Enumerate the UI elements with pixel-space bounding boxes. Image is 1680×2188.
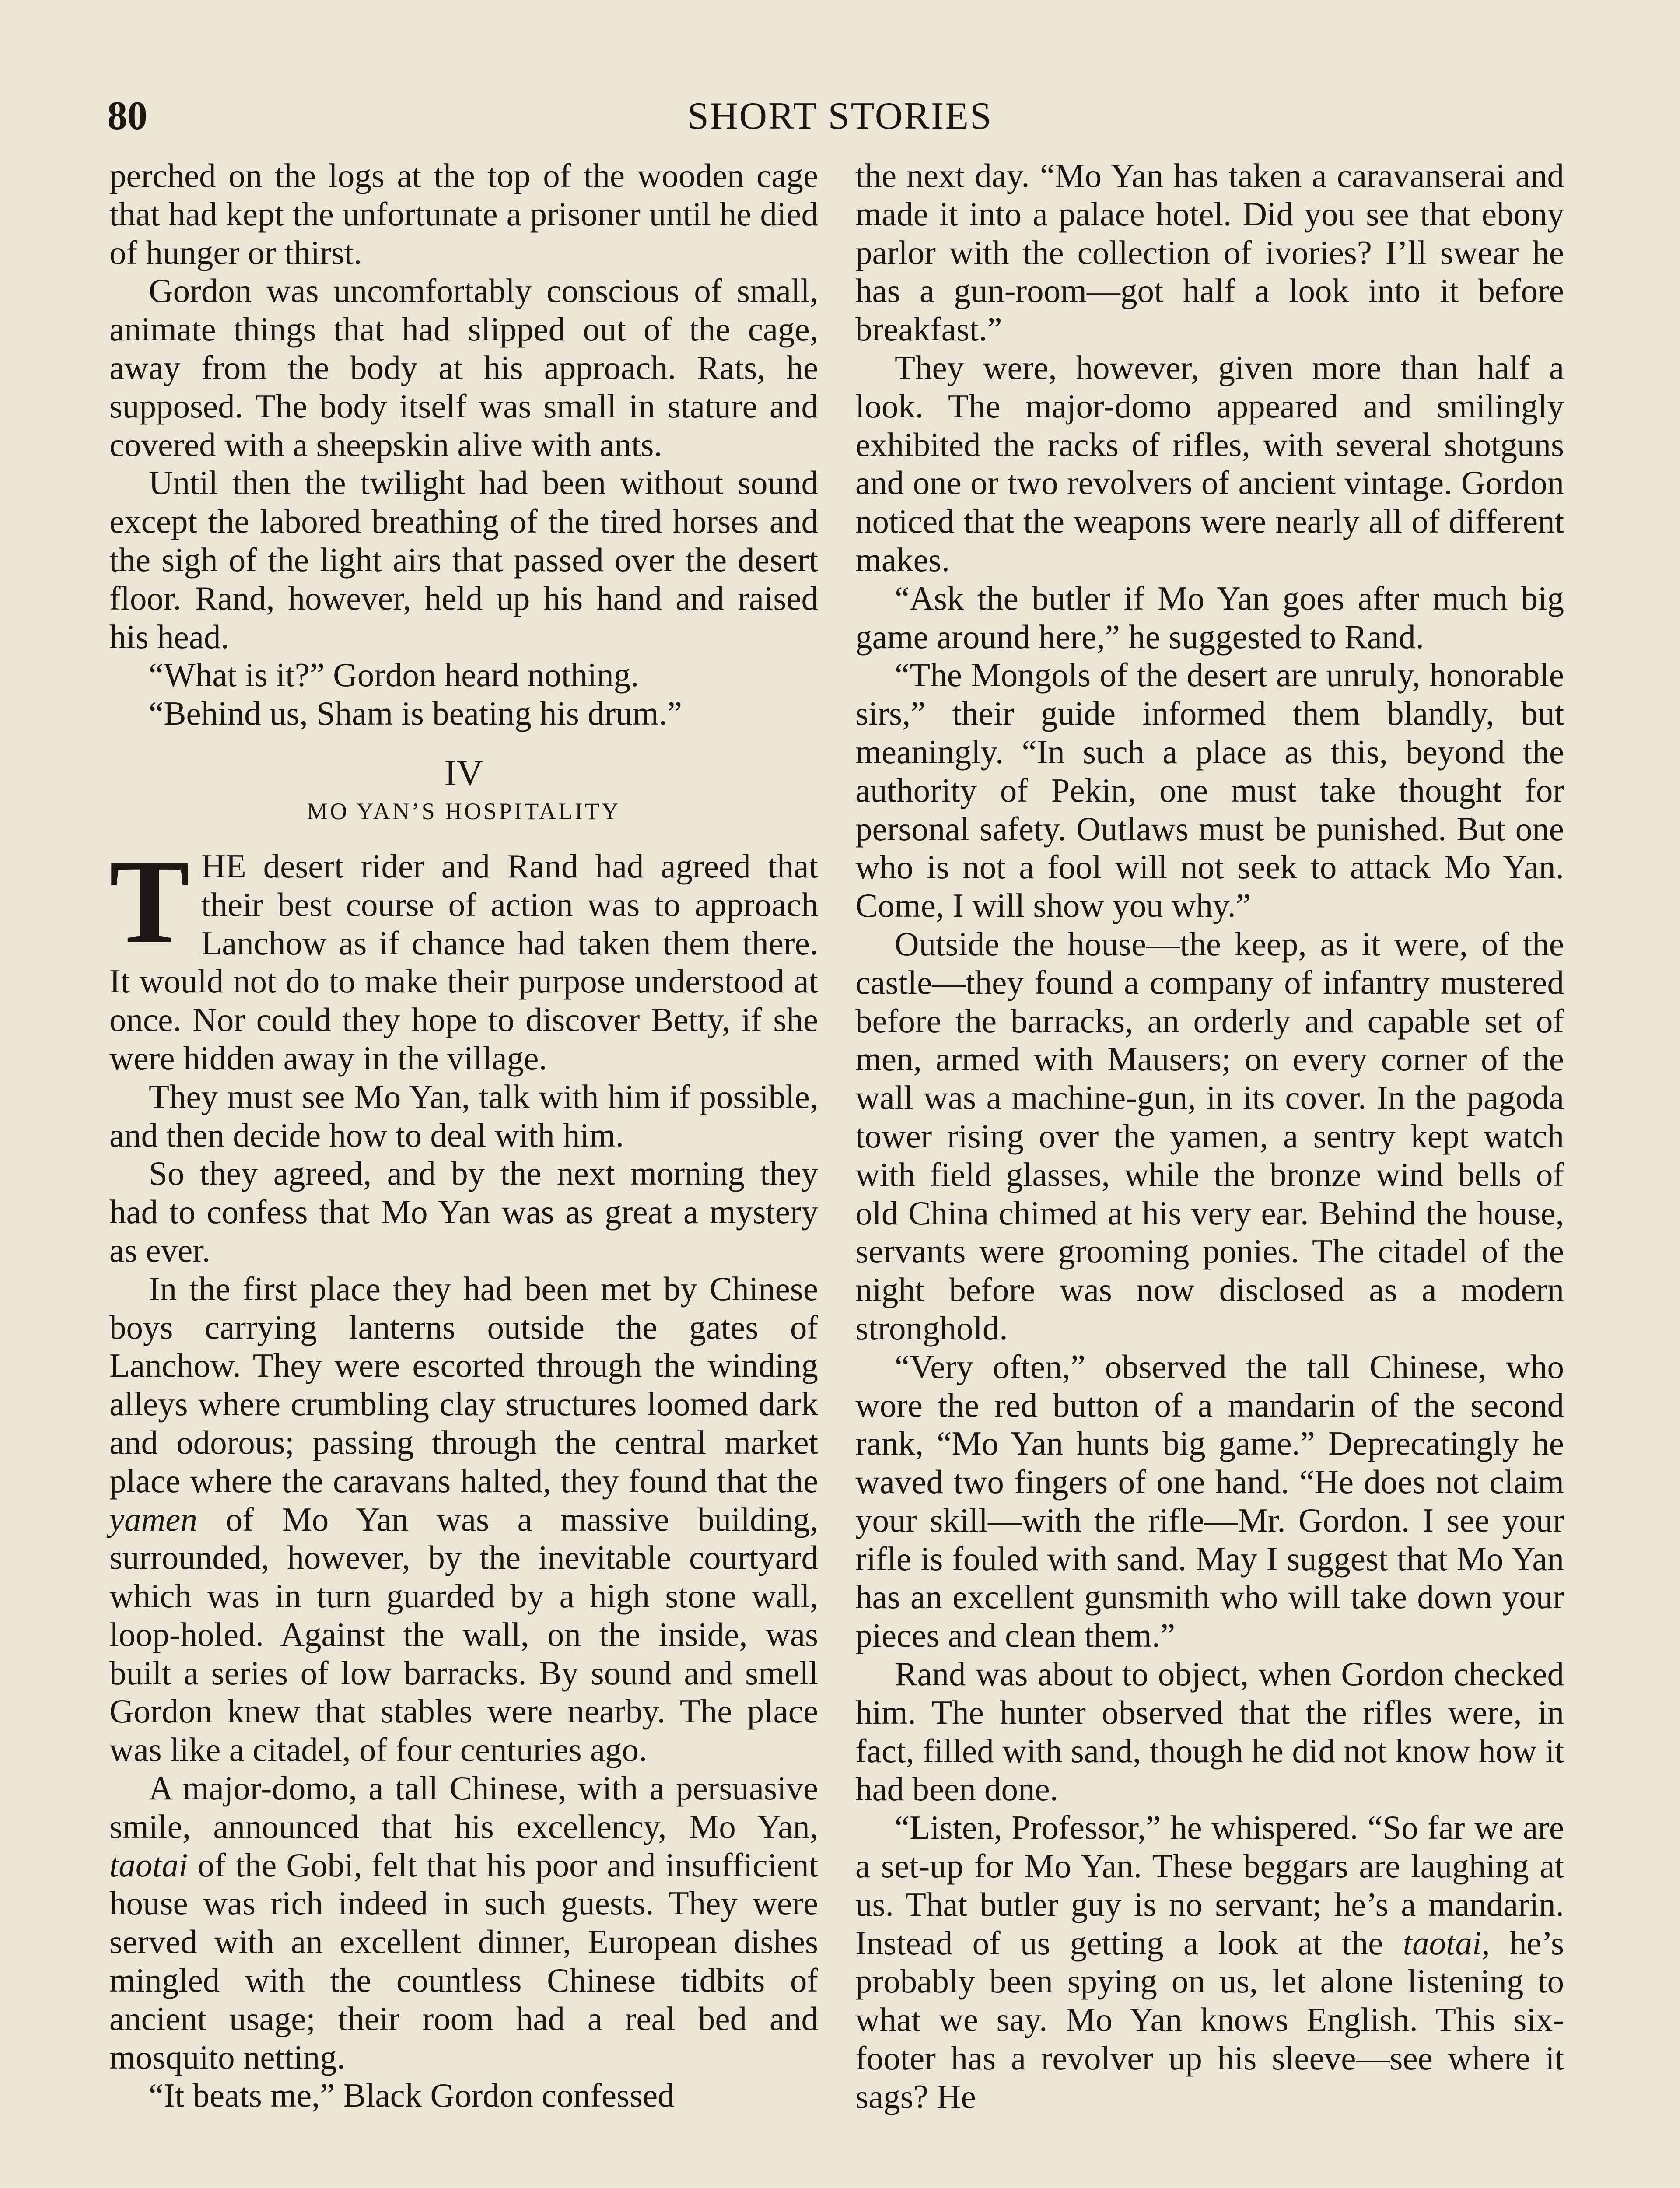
paragraph: They must see Mo Yan, talk with him if possible, and then decide how to deal with him. — [109, 1077, 818, 1154]
paragraph: Rand was about to object, when Gordon checked him. The hunter observed that the rifles were, in fact, filled with sand, though he did not know how it had been done. — [855, 1655, 1564, 1808]
paragraph: “Very often,” observed the tall Chinese, who wore the red button of a mandarin of the second rank, “Mo Yan hunts big game.” Deprecatingly he waved two fingers of one hand. “He does not claim your skill—with the rifle—Mr. Gordon. I see your rifle is fouled with sand. May I suggest that Mo Yan has an excellent gunsmith who will take down your pieces and clean them.” — [855, 1347, 1564, 1655]
chapter-title: MO YAN’S HOSPITALITY — [307, 798, 621, 824]
running-head: SHORT STORIES — [687, 95, 993, 137]
paragraph: They were, however, given more than half a look. The major-domo appeared and smilingly exhibited the racks of rifles, with several shotguns and one or two revolvers of ancient vintage. Gordon noticed that the weapons were nearly all of different makes. — [855, 348, 1564, 579]
paragraph — [109, 1769, 818, 2076]
text-run: he’s probably been spying on us, let alone listening to what we say. Mo Yan knows English. This six-footer has a revolver up his sleeve—see where it sags? He — [855, 1924, 1564, 2115]
paragraph-text: HE desert rider and Rand had agreed that their best course of action was to approach Lanchow as if chance had taken them there. It would not do to make their purpose understood at once. Nor could they hope to discover Betty, if she were hidden away in the village. — [109, 847, 818, 1077]
paragraph: So they agreed, and by the next morning they had to confess that Mo Yan was as great a mystery as ever. — [109, 1154, 818, 1269]
paragraph — [855, 1809, 1564, 2116]
paragraph: Until then the twilight had been without sound except the labored breathing of the tired horses and the sigh of the light airs that passed over the desert floor. Rand, however, held up his hand and raised his head. — [109, 464, 818, 656]
italic-word: taotai, — [1403, 1924, 1490, 1962]
paragraph: “It beats me,” Black Gordon confessed — [149, 2076, 675, 2114]
paragraph: the next day. “Mo Yan has taken a caravanserai and made it into a palace hotel. Did you see that ebony parlor with the collection of ivories? I’ll swear he has a gun-room—got half a look into it before breakfast.” — [855, 157, 1564, 348]
paragraph: “The Mongols of the desert are unruly, honorable sirs,” their guide informed them blandly, but meaningly. “In such a place as this, beyond the authority of Pekin, one must take thought for personal safety. Outlaws must be punished. But one who is not a fool will not seek to attack Mo Yan. Come, I will show you why.” — [855, 656, 1564, 925]
text-run: of Mo Yan was a massive building, surrounded, however, by the inevitable courtyard which was in turn guarded by a high stone wall, loop-holed. Against the wall, on the inside, was built a series of low barracks. By sound and smell Gordon knew that stables were nearby. The place was like a citadel, of four centuries ago. — [109, 1500, 818, 1769]
paragraph: “What is it?” Gordon heard nothing. — [149, 656, 639, 694]
paragraph: Gordon was uncomfortably conscious of small, animate things that had slipped out of the cage, away from the body at his approach. Rats, he supposed. The body itself was small in stature and covered with a sheepskin alive with ants. — [109, 272, 818, 463]
paragraph — [109, 834, 818, 1078]
text-run: In the first place they had been met by Chinese boys carrying lanterns outside the gates of Lanchow. They were escorted through the winding alleys where crumbling clay structures loomed dark and odorous; passing through the central market place where the caravans halted, they found that the — [109, 1269, 818, 1500]
drop-cap: T — [109, 834, 190, 968]
text-run: A major-domo, a tall Chinese, with a persuasive smile, announced that his excellency, Mo Yan, — [109, 1769, 818, 1845]
paragraph: Outside the house—the keep, as it were, of the castle—they found a company of infantry mustered before the barracks, an orderly and capable set of men, armed with Mausers; on every corner of the wall was a machine-gun, in its cover. In the pagoda tower rising over the yamen, a sentry kept watch with field glasses, while the bronze wind bells of old China chimed at his very ear. Behind the house, servants were grooming ponies. The citadel of the night before was now disclosed as a modern stronghold. — [855, 925, 1564, 1347]
page-number: 80 — [107, 93, 147, 138]
paragraph: “Behind us, Sham is beating his drum.” — [149, 694, 682, 733]
left-column — [109, 157, 818, 2115]
paragraph: “Ask the butler if Mo Yan goes after much big game around here,” he suggested to Rand. — [855, 579, 1564, 656]
chapter-number: IV — [444, 752, 483, 793]
paragraph: perched on the logs at the top of the wooden cage that had kept the unfortunate a prisoner until he died of hunger or thirst. — [109, 157, 818, 271]
paragraph — [109, 1270, 818, 1769]
right-column — [855, 157, 1564, 2116]
italic-word: taotai — [109, 1846, 188, 1884]
italic-word: yamen — [109, 1500, 197, 1538]
text-run: of the Gobi, felt that his poor and insufficient house was rich indeed in such guests. They were served with an excellent dinner, European dishes mingled with the countless Chinese tidbits of ancient usage; their room had a real bed and mosquito netting. — [109, 1846, 818, 2076]
text-run: “Listen, Professor,” he whispered. “So far we are a set-up for Mo Yan. These beggars are laughing at us. That butler guy is no servant; he’s a mandarin. Instead of us getting a look at the — [855, 1809, 1564, 1962]
